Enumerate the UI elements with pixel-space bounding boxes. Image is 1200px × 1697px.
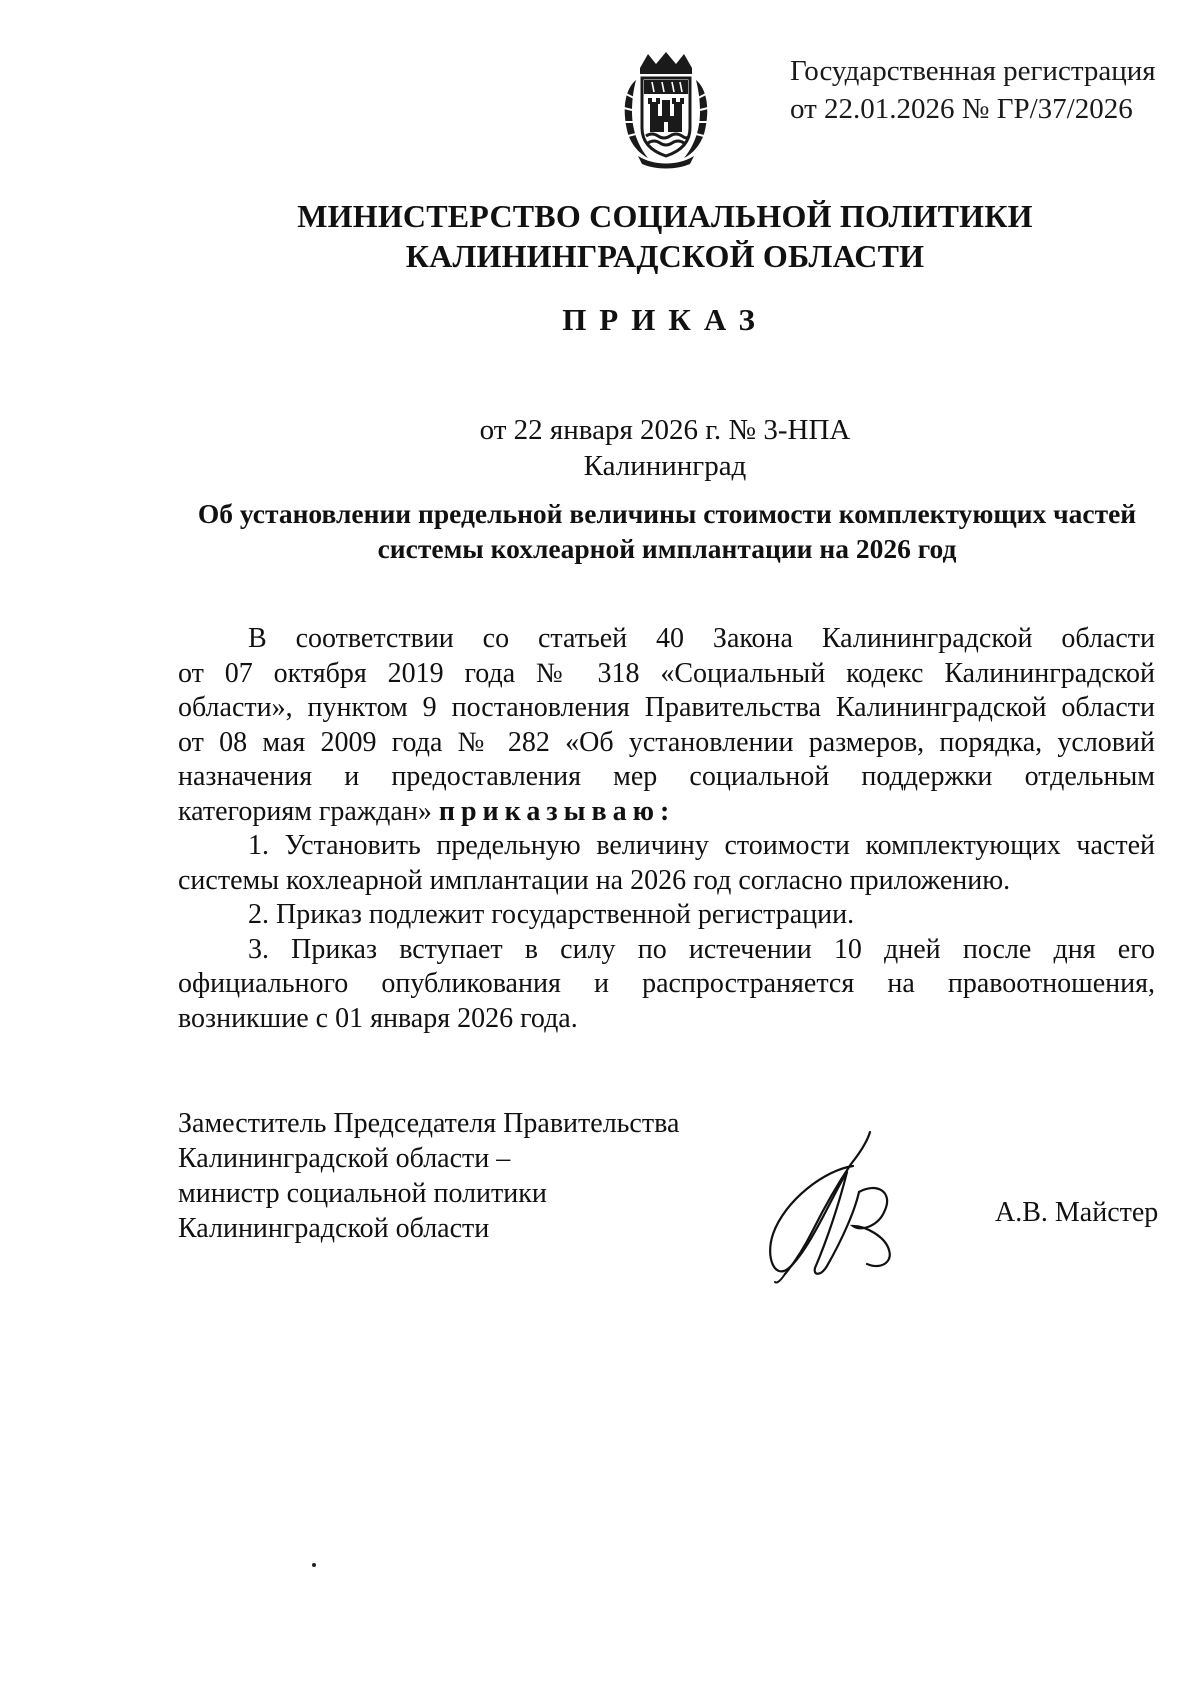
order-subject: [178, 496, 1156, 566]
ministry-name-line2: КАЛИНИНГРАДСКОЙ ОБЛАСТИ: [405, 238, 925, 274]
order-title: ПРИКАЗ: [562, 302, 768, 337]
item-3-line2: официального опубликования и распространяется на правоотношения,: [178, 968, 1155, 999]
signatory-position-line: министр социальной политики: [178, 1178, 547, 1209]
coat-of-arms-icon: [618, 50, 714, 170]
preamble-line: от 08 мая 2009 года № 282 «Об установлении размеров, порядка, условий: [178, 726, 1155, 758]
order-city: Калининград: [583, 450, 747, 482]
signatory-position-line: Калининградской области: [178, 1213, 490, 1244]
preamble-line: В соответствии со статьей 40 Закона Калининградской области: [248, 623, 1155, 654]
order-subject-line1: Об установлении предельной величины стоимости комплектующих частей: [197, 498, 1137, 529]
state-registration: [790, 52, 1170, 128]
order-date-number: от 22 января 2026 г. № 3-НПА: [479, 414, 851, 446]
scan-speck: [312, 1563, 316, 1567]
handwritten-signature-icon: [755, 1130, 905, 1285]
signer-name: А.В. Майстер: [995, 1197, 1159, 1228]
item-3-line1: 3. Приказ вступает в силу по истечении 10 дней после дня его: [248, 933, 1155, 965]
registration-number: от 22.01.2026 № ГР/37/2026: [790, 93, 1133, 125]
command-word: приказываю:: [438, 795, 676, 827]
item-3-line3: возникшие с 01 января 2026 года.: [178, 1002, 578, 1034]
registration-line: Государственная регистрация: [790, 55, 1156, 87]
item-1-line1: 1. Установить предельную величину стоимости комплектующих частей: [248, 830, 1155, 861]
signatory-position-line: Заместитель Председателя Правительства: [178, 1108, 680, 1139]
preamble-last-line: [178, 795, 1155, 830]
ministry-name: [0, 196, 1200, 276]
preamble-line: от 07 октября 2019 года № 318 «Социальный кодекс Калининградской: [178, 657, 1155, 689]
ministry-name-line1: МИНИСТЕРСТВО СОЦИАЛЬНОЙ ПОЛИТИКИ: [297, 198, 1033, 234]
order-date-block: [0, 412, 1200, 484]
order-subject-line2: системы кохлеарной имплантации на 2026 год: [377, 533, 957, 564]
item-2: 2. Приказ подлежит государственной регистрации.: [248, 899, 855, 930]
order-body: [178, 622, 1155, 1036]
item-1-line2: системы кохлеарной имплантации на 2026 год согласно приложению.: [178, 864, 1011, 896]
signatory-position: [178, 1106, 698, 1246]
preamble-line: области», пунктом 9 постановления Правительства Калининградской области: [178, 692, 1155, 723]
preamble-line: назначения и предоставления мер социальной поддержки отдельным: [178, 761, 1155, 792]
signatory-position-line: Калининградской области –: [178, 1143, 511, 1174]
preamble-last-text: категориям граждан»: [178, 795, 432, 827]
